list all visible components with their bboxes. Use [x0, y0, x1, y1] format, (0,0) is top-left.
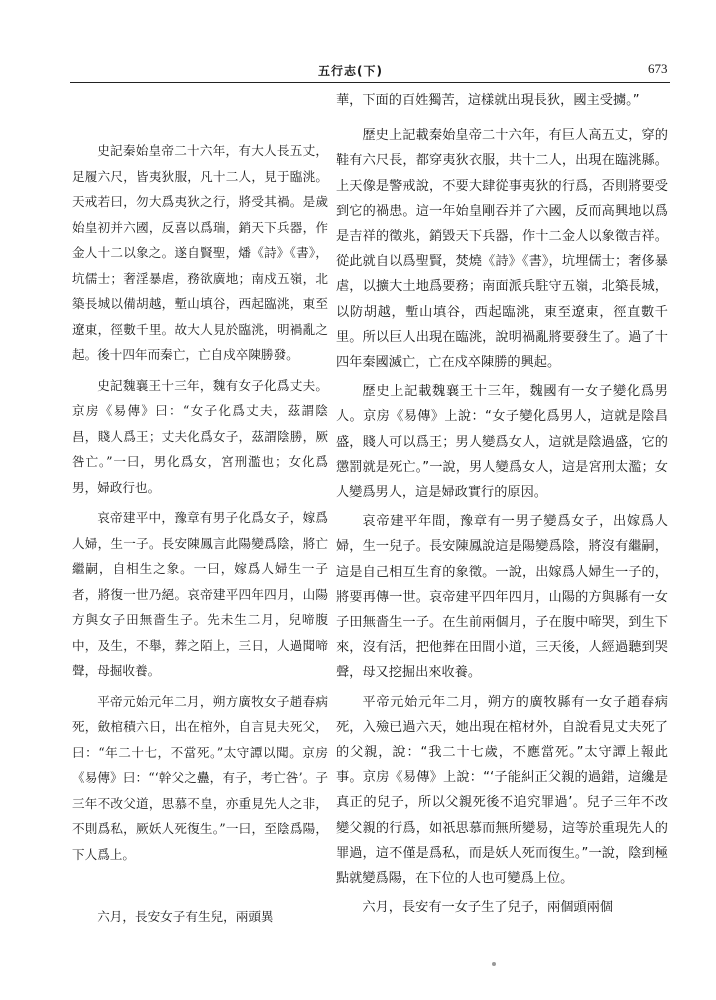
chapter-title: 五行志(下) — [318, 64, 383, 78]
translation-paragraph-aidi: 哀帝建平年間，豫章有一男子變爲女子，出嫁爲人婦，生一兒子。長安陳鳳說這是陽變爲陰，將沒有繼嗣，這是自己相互生育的象徵。一說，出嫁爲人婦生一子的，將要再傳一世。哀帝建平四年四月，山陽的方與縣有一女子田無嗇生一子。在生前兩個月，子在腹中啼哭，到生下來，沒有活，把他葬在田間小道，三天後，人經過聽到哭聲，母又挖掘出來收養。 — [336, 514, 668, 681]
translation-paragraph-wei: 歷史上記載魏襄王十三年，魏國有一女子變化爲男人。京房《易傳》上說：“女子變化爲男人，這就是陰昌盛，賤人可以爲王；男人變爲女人，這就是陰過盛，它的懲罰就是死亡。”一說，男人變爲女人，這是宮刑太濫；女人變爲男人，這是婦政實行的原因。 — [336, 384, 668, 501]
classical-text-column — [72, 138, 328, 938]
classical-paragraph-wei: 史記魏襄王十三年，魏有女子化爲丈夫。京房《易傳》曰：“女子化爲丈夫，茲謂陰昌，賤人爲王；丈夫化爲女子，茲謂陰勝，厥咎亡。”一曰，男化爲女，宮刑濫也；女化爲男，婦政行也。 — [72, 377, 328, 495]
translation-paragraph-qin: 歷史上記載秦始皇帝二十六年，有巨人高五丈，穿的鞋有六尺長，都穿夷狄衣服，共十二人，出現在臨洮縣。上天像是警戒說，不要大肆從事夷狄的行爲，否則將要受到它的禍患。這一年始皇剛吞并了六國，反而高興地以爲是吉祥的徵兆，銷毀天下兵器，作十二金人以象徵吉祥。從此就自以爲聖賢，焚燒《詩》《書》，坑埋儒士；奢侈暴虐，以擴大土地爲要務；南面派兵駐守五嶺，北築長城，以防胡越，塹山填谷，西起臨洮，東至遼東，徑直數千里。所以巨人出現在臨洮，說明禍亂將要發生了。過了十四年秦國滅亡，亡在戍卒陳勝的興起。 — [336, 128, 668, 371]
classical-paragraph-pingdi: 平帝元始元年二月，朔方廣牧女子趙春病死，斂棺積六日，出在棺外，自言見夫死父，曰：“年二十七，不當死。”太守譚以聞。京房《易傳》曰：“‘幹父之蠱，有子，考亡咎’。子三年不改父道，思慕不皇，亦重見先人之非，不則爲私，厥妖人死復生。”一曰，至陰爲陽，下人爲上。 — [72, 693, 328, 862]
header-rule — [70, 82, 670, 83]
page-header — [0, 0, 716, 80]
classical-paragraph-qin: 史記秦始皇帝二十六年，有大人長五丈，足履六尺，皆夷狄服，凡十二人，見于臨洮。天戒若曰，勿大爲夷狄之行，將受其禍。是歲始皇初并六國，反喜以爲瑞，銷天下兵器，作金人十二以象之。遂自賢聖，燔《詩》《書》，坑儒士；奢淫暴虐，務欲廣地；南戍五嶺，北築長城以備胡越，塹山填谷，西起臨洮，東至遼東，徑數千里。故大人見於臨洮，明禍亂之起。後十四年而秦亡，亡自戍卒陳勝發。 — [72, 143, 328, 362]
translation-paragraph-pingdi: 平帝元始元年二月，朔方的廣牧縣有一女子趙春病死，入殮已過六天，她出現在棺材外，自說看見丈夫死了的父親，說：“我二十七歲，不應當死。”太守譚上報此事。京房《易傳》上說：“‘子能糾正父親的過錯，這纔是真正的兒子，所以父親死後不追究罪過’。兒子三年不改變父親的行爲，如祇思慕而無所變易，這等於重現先人的罪過，這不僅是爲私，而是妖人死而復生。”一說，陰到極點就變爲陽，在下位的人也可變爲上位。 — [336, 694, 668, 887]
paragraph-gap — [72, 872, 328, 904]
classical-paragraph-june: 六月，長安女子有生兒，兩頭異 — [97, 909, 274, 924]
classical-paragraph-aidi: 哀帝建平中，豫章有男子化爲女子，嫁爲人婦，生一子。長安陳鳳言此陽變爲陰，將亡繼嗣，自相生之象。一曰，嫁爲人婦生一子者，將復一世乃絕。哀帝建平四年四月，山陽方與女子田無嗇生子。先未生二月，兒啼腹中，及生，不舉，葬之陌上，三日，人過聞啼聲，母掘收養。 — [72, 510, 328, 678]
translation-column — [336, 88, 668, 988]
scan-speck — [492, 962, 496, 966]
page-number: 673 — [648, 61, 668, 76]
translation-paragraph-continued: 華，下面的百姓獨苦，這樣就出現長狄，國主受擄。” — [336, 93, 640, 108]
translation-paragraph-june: 六月，長安有一女子生了兒子，兩個頭兩個 — [362, 900, 613, 916]
